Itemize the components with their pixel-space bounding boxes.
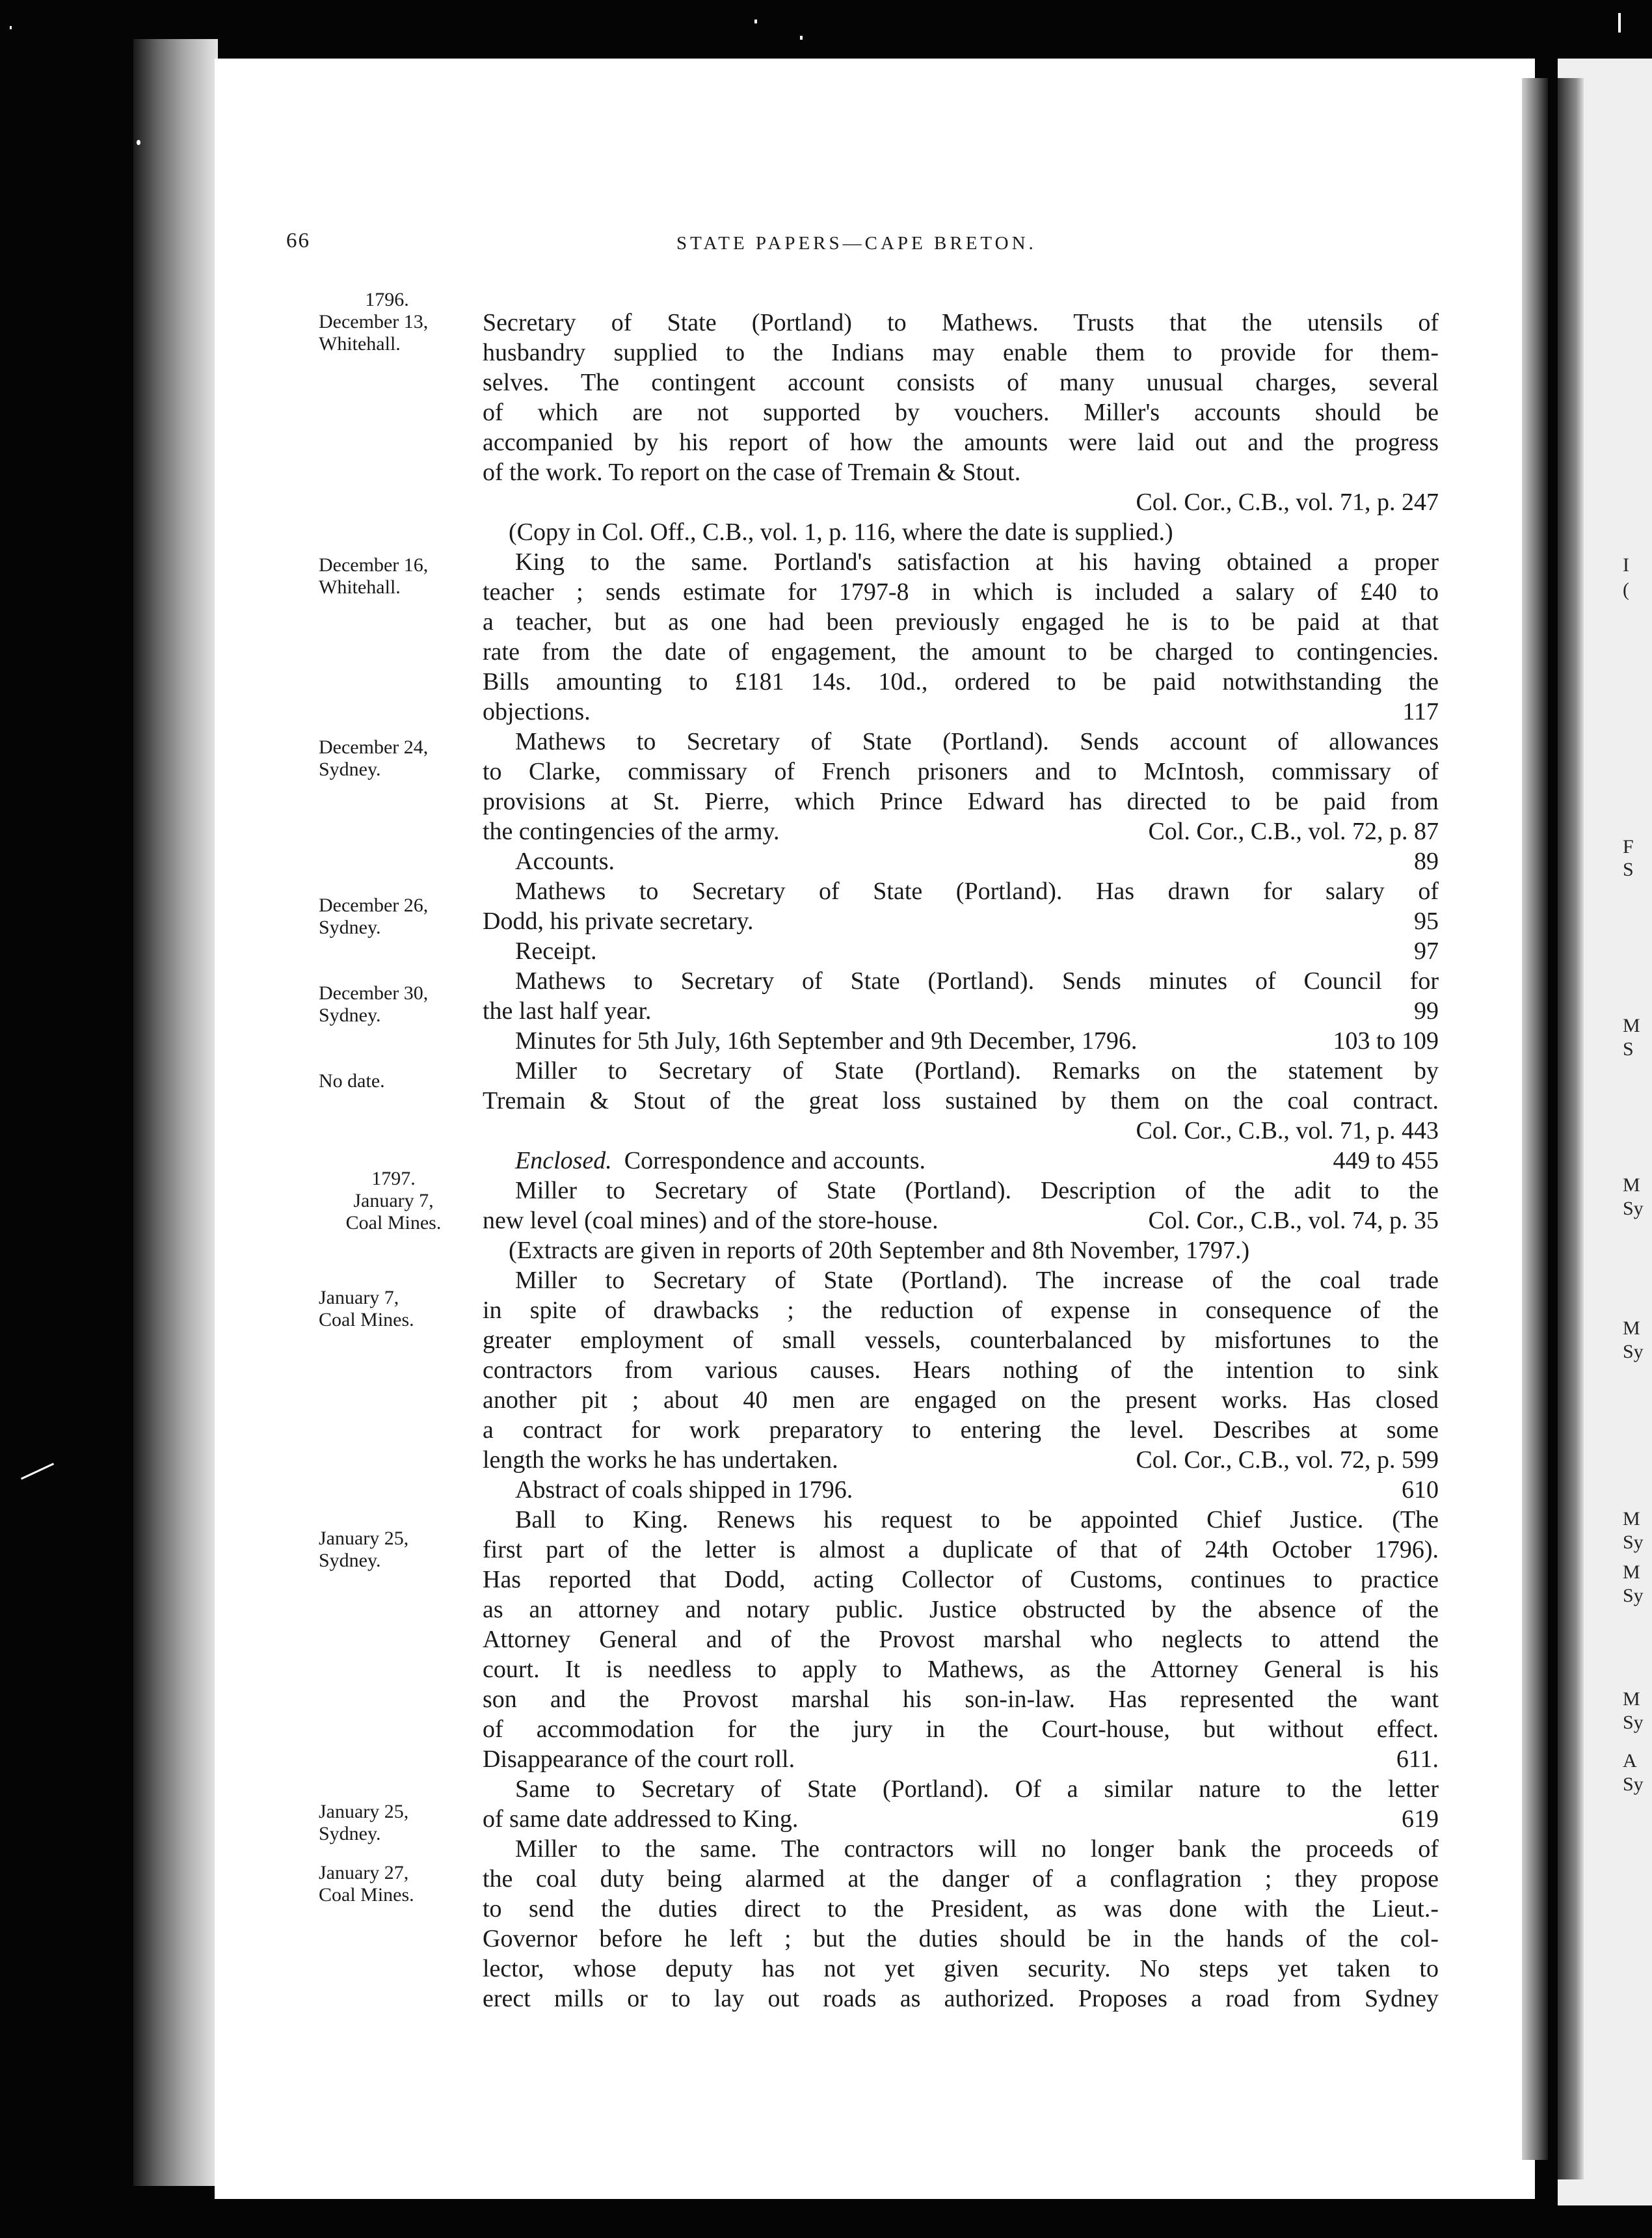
sidenote-jan7-coal-mines-a	[319, 1168, 468, 1234]
sidenote-date: January 25,	[319, 1801, 409, 1822]
text-line	[483, 936, 1439, 966]
sidenote-dec16-whitehall	[319, 554, 468, 599]
text-line: accompanied by his report of how the amounts were laid out and the progress	[483, 429, 1439, 456]
facing-page-fragment: Sy	[1623, 1773, 1644, 1795]
text-line	[483, 1804, 1439, 1834]
page-reference: 89	[1414, 848, 1439, 875]
sidenote-date: December 26,	[319, 895, 429, 916]
text-line: Ball to King. Renews his request to be appointed Chief Justice. (The	[515, 1506, 1439, 1533]
text-line: Has reported that Dodd, acting Collector of Customs, continues to practice	[483, 1566, 1439, 1593]
page-reference: 117	[1402, 698, 1439, 725]
scan-speck	[137, 140, 140, 145]
sidenote-place: Sydney.	[319, 1004, 381, 1026]
facing-page-fragment: (	[1623, 579, 1629, 600]
text-line: Miller to Secretary of State (Portland). Description of the adit to the	[515, 1177, 1439, 1204]
text-fragment: the last half year.	[483, 997, 652, 1025]
scan-speck	[1618, 13, 1621, 33]
text-line: (Copy in Col. Off., C.B., vol. 1, p. 116, where the date is supplied.)	[509, 519, 1173, 546]
sidenote-date: No date.	[319, 1070, 385, 1092]
sidenote-place: Coal Mines.	[319, 1884, 414, 1906]
facing-page-fragment: M	[1623, 1015, 1640, 1036]
facing-page-fragment: F	[1623, 836, 1634, 857]
text-line: Bills amounting to £181 14s. 10d., ordered to be paid notwithstanding the	[483, 668, 1439, 695]
facing-page-fragment: S	[1623, 1038, 1634, 1060]
text-line: Tremain & Stout of the great loss sustained by them on the coal contract.	[483, 1087, 1439, 1114]
page-number: 66	[286, 229, 310, 252]
text-line	[483, 996, 1439, 1026]
text-fragment: Minutes for 5th July, 16th September and 9th December, 1796.	[515, 1027, 1138, 1055]
page-reference: 99	[1414, 997, 1439, 1025]
text-line	[483, 906, 1439, 936]
scan-scratch	[345, 1490, 363, 1492]
scan-scratch	[21, 1463, 54, 1480]
text-line: to send the duties direct to the President, as was done with the Lieut.-	[483, 1895, 1439, 1922]
facing-page-fragment: M	[1623, 1317, 1640, 1339]
text-line: Miller to Secretary of State (Portland). The increase of the coal trade	[515, 1267, 1439, 1294]
sidenote-dec26-sydney	[319, 895, 468, 939]
archive-reference: Col. Cor., C.B., vol. 71, p. 443	[1136, 1117, 1439, 1144]
sidenote-place: Whitehall.	[319, 333, 401, 355]
text-fragment: new level (coal mines) and of the store-house.	[483, 1207, 939, 1234]
enclosed-label: Enclosed.	[515, 1147, 612, 1174]
text-line: court. It is needless to apply to Mathews, as the Attorney General is his	[483, 1656, 1439, 1683]
sidenote-date: December 30,	[319, 982, 429, 1004]
text-line: provisions at St. Pierre, which Prince Edward has directed to be paid from	[483, 788, 1439, 815]
text-line: in spite of drawbacks ; the reduction of expense in consequence of the	[483, 1297, 1439, 1324]
sidenote-place: Sydney.	[319, 759, 381, 780]
text-line: a teacher, but as one had been previously engaged he is to be paid at that	[483, 608, 1439, 636]
text-line: Mathews to Secretary of State (Portland). Sends minutes of Council for	[515, 967, 1439, 995]
text-line: (Extracts are given in reports of 20th September and 8th November, 1797.)	[509, 1237, 1250, 1264]
sidenote-place: Sydney.	[319, 917, 381, 938]
sidenote-date: December 13,	[319, 311, 429, 332]
running-head: STATE PAPERS—CAPE BRETON.	[676, 233, 1037, 254]
facing-page-fragment: A	[1623, 1750, 1637, 1772]
facing-page-fragment: M	[1623, 1688, 1640, 1710]
sidenote-no-date	[319, 1070, 468, 1092]
facing-page-fragment: Sy	[1623, 1198, 1644, 1219]
sidenote-place: Coal Mines.	[319, 1309, 414, 1330]
sidenote-year: 1797.	[371, 1168, 416, 1189]
enclosure-description: Correspondence and accounts.	[624, 1147, 926, 1174]
text-line	[483, 1475, 1439, 1505]
text-line	[483, 1146, 1439, 1176]
page-edge-shadow	[1522, 78, 1548, 2160]
sidenote-dec24-sydney	[319, 736, 468, 781]
text-line: rate from the date of engagement, the amount to be charged to contingencies.	[483, 638, 1439, 666]
facing-page-fragment: M	[1623, 1508, 1640, 1530]
text-fragment: Receipt.	[515, 937, 597, 965]
text-line: as an attorney and notary public. Justice obstructed by the absence of the	[483, 1596, 1439, 1623]
archive-reference: Col. Cor., C.B., vol. 71, p. 247	[1136, 489, 1439, 516]
text-line	[483, 1206, 1439, 1235]
text-line	[483, 846, 1439, 876]
text-fragment: the contingencies of the army.	[483, 818, 780, 845]
text-line: to Clarke, commissary of French prisoners and to McIntosh, commissary of	[483, 758, 1439, 785]
sidenote-place: Sydney.	[319, 1823, 381, 1844]
archive-reference: Col. Cor., C.B., vol. 72, p. 87	[1148, 818, 1439, 845]
facing-page-fragment: I	[1623, 554, 1629, 576]
text-line: first part of the letter is almost a duplicate of that of 24th October 1796).	[483, 1536, 1439, 1563]
text-line: Governor before he left ; but the duties should be in the hands of the col-	[483, 1925, 1439, 1952]
text-line: another pit ; about 40 men are engaged on the present works. Has closed	[483, 1386, 1439, 1414]
archive-reference: Col. Cor., C.B., vol. 74, p. 35	[1148, 1207, 1439, 1234]
page-reference: 449 to 455	[1333, 1147, 1439, 1174]
text-line: Mathews to Secretary of State (Portland). Sends account of allowances	[515, 728, 1439, 755]
facing-page-fragment: Sy	[1623, 1712, 1644, 1733]
text-line: erect mills or to lay out roads as authorized. Proposes a road from Sydney	[483, 1985, 1439, 2012]
sidenote-jan25-sydney-a	[319, 1528, 468, 1572]
text-line: Mathews to Secretary of State (Portland). Has drawn for salary of	[515, 878, 1439, 905]
text-line	[483, 1744, 1439, 1774]
text-line: selves. The contingent account consists of many unusual charges, several	[483, 369, 1439, 396]
sidenote-jan7-coal-mines-b	[319, 1287, 468, 1331]
page-reference: 95	[1414, 908, 1439, 935]
archive-reference: Col. Cor., C.B., vol. 72, p. 599	[1136, 1446, 1439, 1474]
sidenote-place: Sydney.	[319, 1550, 381, 1571]
page-reference: 619	[1402, 1805, 1439, 1833]
text-line: Miller to Secretary of State (Portland). Remarks on the statement by	[515, 1057, 1439, 1085]
facing-page-fragment: M	[1623, 1561, 1640, 1583]
text-line: King to the same. Portland's satisfaction at his having obtained a proper	[515, 548, 1439, 576]
facing-page-fragment: Sy	[1623, 1531, 1644, 1553]
text-fragment: objections.	[483, 698, 591, 725]
sidenote-year: 1796.	[365, 289, 409, 310]
text-fragment: of same date addressed to King.	[483, 1805, 799, 1833]
text-fragment: Dodd, his private secretary.	[483, 908, 754, 935]
text-line: teacher ; sends estimate for 1797-8 in which is included a salary of £40 to	[483, 578, 1439, 606]
text-fragment: Abstract of coals shipped in 1796.	[515, 1476, 853, 1503]
page-reference: 97	[1414, 937, 1439, 965]
scan-speck	[10, 26, 12, 29]
text-line	[483, 1445, 1439, 1475]
text-fragment: Disappearance of the court roll.	[483, 1746, 795, 1773]
sidenote-date: December 16,	[319, 554, 429, 576]
sidenote-place: Whitehall.	[319, 576, 401, 598]
facing-page-fragment: Sy	[1623, 1341, 1644, 1362]
sidenote-place: Coal Mines.	[345, 1212, 442, 1234]
page-reference: 103 to 109	[1333, 1027, 1439, 1055]
sidenote-jan25-sydney-b	[319, 1801, 468, 1845]
sidenote-date: January 7,	[353, 1190, 434, 1211]
sidenote-date: January 7,	[319, 1287, 399, 1308]
text-line: the coal duty being alarmed at the danger of a conflagration ; they propose	[483, 1865, 1439, 1893]
text-line: lector, whose deputy has not yet given security. No steps yet taken to	[483, 1955, 1439, 1982]
scan-speck	[754, 20, 757, 23]
text-line: of the work. To report on the case of Tremain & Stout.	[483, 459, 1021, 486]
text-line: of accommodation for the jury in the Court-house, but without effect.	[483, 1716, 1439, 1743]
text-line: of which are not supported by vouchers. Miller's accounts should be	[483, 399, 1439, 426]
text-line: husbandry supplied to the Indians may enable them to provide for them-	[483, 339, 1439, 366]
facing-page-fragment: S	[1623, 859, 1634, 880]
sidenote-date: January 27,	[319, 1862, 409, 1883]
facing-page-gutter	[1558, 78, 1584, 2179]
sidenote-dec13-whitehall	[319, 289, 468, 355]
text-line: son and the Provost marshal his son-in-law. Has represented the want	[483, 1686, 1439, 1713]
sidenote-jan27-coal-mines	[319, 1862, 468, 1906]
text-fragment: Accounts.	[515, 848, 615, 875]
text-fragment	[515, 1146, 926, 1176]
text-line	[483, 697, 1439, 727]
page-reference: 610	[1402, 1476, 1439, 1503]
text-line	[483, 816, 1439, 846]
text-line: greater employment of small vessels, counterbalanced by misfortunes to the	[483, 1327, 1439, 1354]
page-reference: 611.	[1396, 1746, 1439, 1773]
text-line: Same to Secretary of State (Portland). Of a similar nature to the letter	[515, 1775, 1439, 1803]
text-fragment: length the works he has undertaken.	[483, 1446, 838, 1474]
sidenote-date: January 25,	[319, 1528, 409, 1549]
text-line: contractors from various causes. Hears nothing of the intention to sink	[483, 1356, 1439, 1384]
text-line	[483, 1026, 1439, 1056]
book-spine	[133, 39, 218, 2186]
sidenote-dec30-sydney	[319, 982, 468, 1027]
scan-speck	[800, 36, 803, 40]
text-line: Attorney General and of the Provost marshal who neglects to attend the	[483, 1626, 1439, 1653]
facing-page-fragment: Sy	[1623, 1585, 1644, 1606]
facing-page-fragment: M	[1623, 1174, 1640, 1196]
text-line: Miller to the same. The contractors will no longer bank the proceeds of	[515, 1835, 1439, 1863]
text-line: Secretary of State (Portland) to Mathews. Trusts that the utensils of	[483, 309, 1439, 336]
sidenote-date: December 24,	[319, 736, 429, 758]
text-line: a contract for work preparatory to entering the level. Describes at some	[483, 1416, 1439, 1444]
